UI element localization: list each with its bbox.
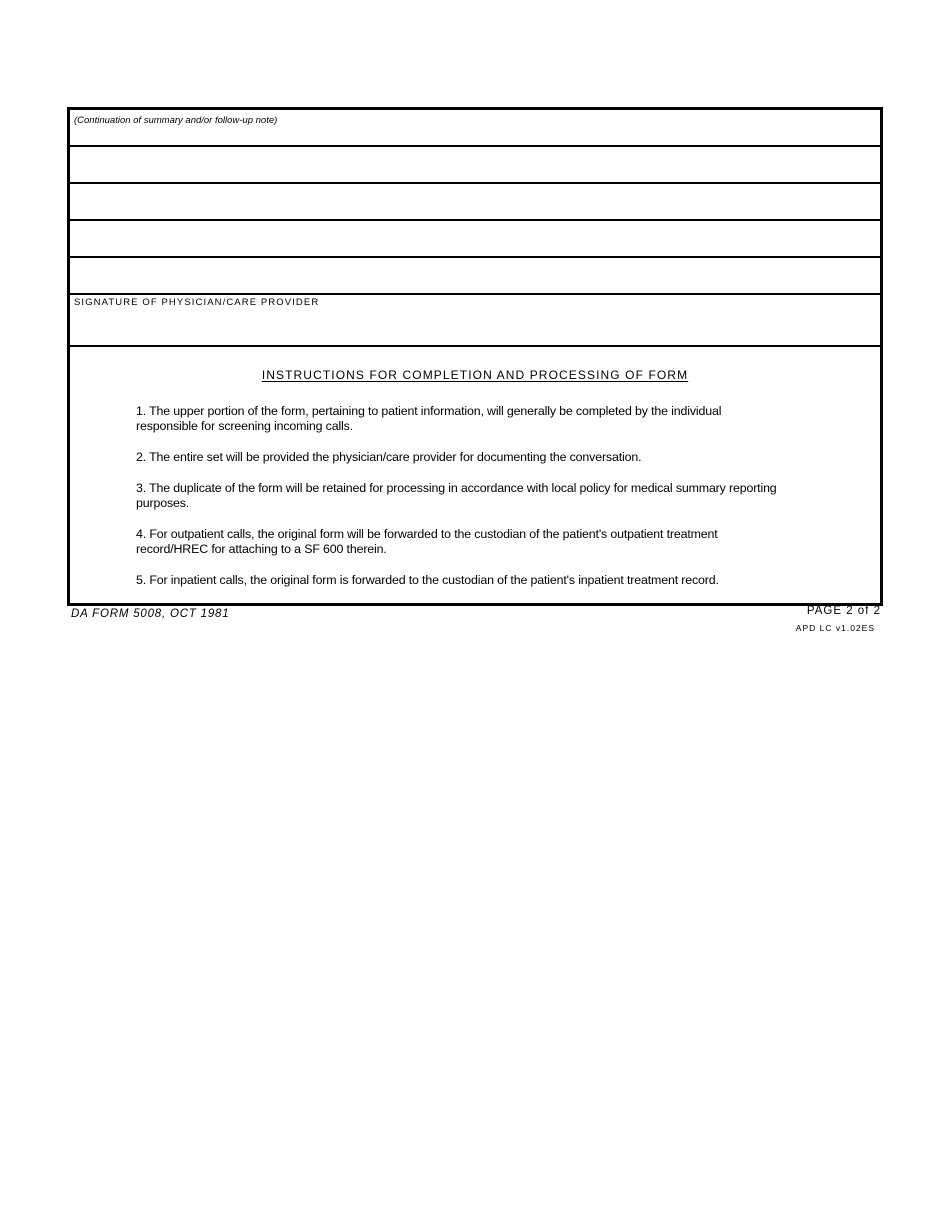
note-line-4[interactable] <box>70 258 880 295</box>
signature-field[interactable] <box>70 295 880 347</box>
instructions-list <box>136 404 786 604</box>
signature-label: SIGNATURE OF PHYSICIAN/CARE PROVIDER <box>74 297 320 308</box>
form-id: DA FORM 5008, OCT 1981 <box>71 608 230 620</box>
instruction-item: 2. The entire set will be provided the physician/care provider for documenting the conversation. <box>136 450 642 464</box>
form-table <box>67 107 883 606</box>
note-line-1[interactable] <box>70 147 880 184</box>
instructions-section <box>70 347 880 603</box>
instruction-item: 1. The upper portion of the form, pertaining to patient information, will generally be completed by the individual responsible for screening incoming calls. <box>136 404 722 433</box>
instructions-title-text: INSTRUCTIONS FOR COMPLETION AND PROCESSING OF FORM <box>261 368 689 382</box>
instructions-title <box>70 368 880 382</box>
instruction-item: 4. For outpatient calls, the original form will be forwarded to the custodian of the patient's outpatient treatment record/HREC for attaching to a SF 600 therein. <box>136 527 718 556</box>
continuation-note-label: (Continuation of summary and/or follow-up note) <box>74 115 278 126</box>
note-line-2[interactable] <box>70 184 880 221</box>
instruction-item: 3. The duplicate of the form will be retained for processing in accordance with local policy for medical summary reporting purposes. <box>136 481 777 510</box>
instruction-item: 5. For inpatient calls, the original form is forwarded to the custodian of the patient's inpatient treatment record. <box>136 573 719 587</box>
version-label: APD LC v1.02ES <box>795 623 875 633</box>
page-number: PAGE 2 of 2 <box>806 605 881 617</box>
note-line-3[interactable] <box>70 221 880 258</box>
continuation-note-row[interactable] <box>70 110 880 147</box>
